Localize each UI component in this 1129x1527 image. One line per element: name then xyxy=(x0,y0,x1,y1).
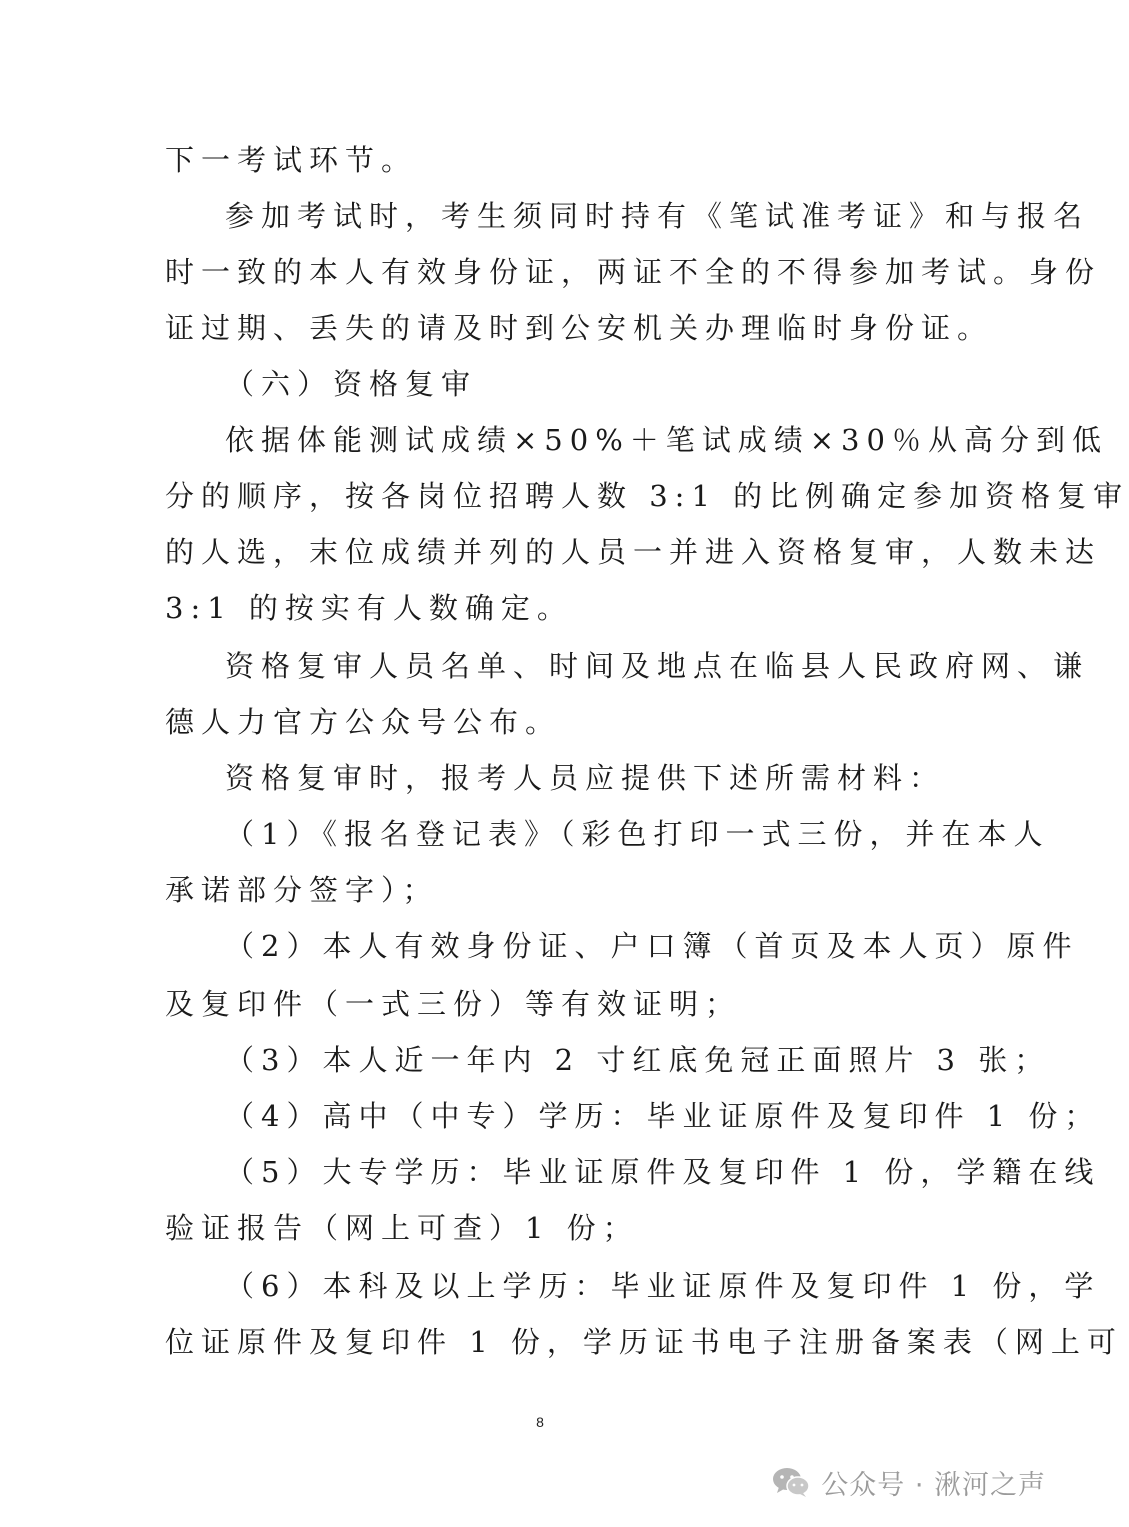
list-item: （6）本科及以上学历：毕业证原件及复印件 1 份，学 xyxy=(225,1269,1101,1303)
text-line: 位证原件及复印件 1 份，学历证书电子注册备案表（网上可 xyxy=(165,1325,1123,1359)
text-line: 验证报告（网上可查）1 份； xyxy=(165,1211,639,1245)
list-item: （1）《报名登记表》（彩色打印一式三份，并在本人 xyxy=(225,817,1050,851)
text-line: 下一考试环节。 xyxy=(165,143,418,177)
text-line: 德人力官方公众号公布。 xyxy=(165,705,562,739)
list-item: （5）大专学历：毕业证原件及复印件 1 份，学籍在线 xyxy=(225,1155,1101,1189)
text-line: 及复印件（一式三份）等有效证明； xyxy=(165,987,742,1021)
text-line: 承诺部分签字）； xyxy=(165,873,439,907)
watermark-text: 公众号 · 湫河之声 xyxy=(821,1469,1046,1501)
list-item: （3）本人近一年内 2 寸红底免冠正面照片 3 张； xyxy=(225,1043,1051,1077)
text-line: 资格复审时，报考人员应提供下述所需材料： xyxy=(225,761,946,795)
text-line: 参加考试时，考生须同时持有《笔试准考证》和与报名 xyxy=(225,199,1090,233)
list-item: （2）本人有效身份证、户口簿（首页及本人页）原件 xyxy=(225,929,1079,963)
wechat-icon xyxy=(771,1466,811,1498)
text-line: 3:1 的按实有人数确定。 xyxy=(165,591,573,625)
wechat-watermark xyxy=(771,1461,1046,1503)
list-item: （4）高中（中专）学历：毕业证原件及复印件 1 份； xyxy=(225,1099,1101,1133)
text-line: 时一致的本人有效身份证，两证不全的不得参加考试。身份 xyxy=(165,255,1102,289)
text-line: 分的顺序，按各岗位招聘人数 3:1 的比例确定参加资格复审 xyxy=(165,479,1129,513)
text-line: 证过期、丢失的请及时到公安机关办理临时身份证。 xyxy=(165,311,994,345)
text-line: 的人选，末位成绩并列的人员一并进入资格复审，人数未达 xyxy=(165,535,1102,569)
page-number: 8 xyxy=(536,1414,544,1430)
section-heading: （六）资格复审 xyxy=(225,367,478,401)
text-line: 依据体能测试成绩×50%＋笔试成绩×30％从高分到低 xyxy=(225,423,1108,457)
text-line: 资格复审人员名单、时间及地点在临县人民政府网、谦 xyxy=(225,649,1090,683)
